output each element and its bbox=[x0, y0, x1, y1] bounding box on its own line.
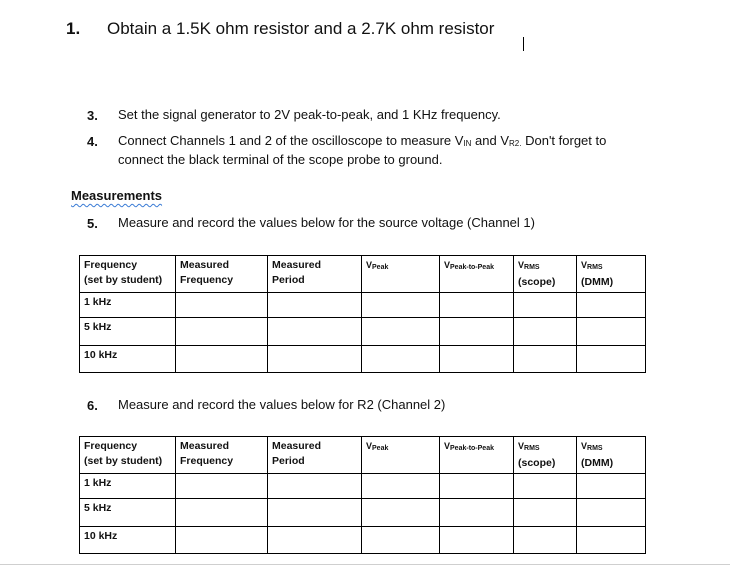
input-cell[interactable] bbox=[362, 527, 440, 554]
col-vrms-scope: VRMS (scope) bbox=[514, 437, 577, 474]
input-cell[interactable] bbox=[362, 293, 440, 318]
step-4-text-c: Don't forget to bbox=[521, 133, 607, 148]
row-label: 5 kHz bbox=[80, 499, 176, 527]
input-cell[interactable] bbox=[577, 527, 646, 554]
col-v-peak-to-peak: VPeak-to-Peak bbox=[440, 437, 514, 474]
input-cell[interactable] bbox=[577, 474, 646, 499]
table-row bbox=[80, 346, 646, 373]
input-cell[interactable] bbox=[514, 499, 577, 527]
input-cell[interactable] bbox=[176, 318, 268, 346]
table-row bbox=[80, 499, 646, 527]
input-cell[interactable] bbox=[440, 499, 514, 527]
step-5-text: Measure and record the values below for the source voltage (Channel 1) bbox=[118, 215, 535, 230]
step-4-text-b: and V bbox=[471, 133, 510, 148]
input-cell[interactable] bbox=[362, 318, 440, 346]
input-cell[interactable] bbox=[268, 499, 362, 527]
col-measured-frequency: Measured Frequency bbox=[176, 256, 268, 293]
table-row bbox=[80, 293, 646, 318]
step-1-number: 1. bbox=[66, 19, 81, 38]
input-cell[interactable] bbox=[440, 318, 514, 346]
page-edge-divider bbox=[0, 564, 730, 565]
row-label: 10 kHz bbox=[80, 346, 176, 373]
col-v-peak: VPeak bbox=[362, 437, 440, 474]
input-cell[interactable] bbox=[577, 293, 646, 318]
input-cell[interactable] bbox=[514, 318, 577, 346]
input-cell[interactable] bbox=[514, 527, 577, 554]
input-cell[interactable] bbox=[176, 346, 268, 373]
input-cell[interactable] bbox=[440, 346, 514, 373]
input-cell[interactable] bbox=[176, 527, 268, 554]
step-4-number: 4. bbox=[87, 134, 98, 149]
input-cell[interactable] bbox=[268, 293, 362, 318]
step-1-text: Obtain a 1.5K ohm resistor and a 2.7K ohm resistor bbox=[107, 19, 495, 38]
col-measured-period: Measured Period bbox=[268, 437, 362, 474]
measurements-heading: Measurements bbox=[71, 188, 163, 203]
input-cell[interactable] bbox=[362, 346, 440, 373]
step-4-line-2: connect the black terminal of the scope probe to ground. bbox=[118, 152, 443, 167]
col-frequency: Frequency (set by student) bbox=[80, 256, 176, 293]
col-v-peak-to-peak: VPeak-to-Peak bbox=[440, 256, 514, 293]
source-voltage-table bbox=[79, 255, 646, 373]
table-row bbox=[80, 318, 646, 346]
input-cell[interactable] bbox=[176, 474, 268, 499]
step-3-text: Set the signal generator to 2V peak-to-peak, and 1 KHz frequency. bbox=[118, 107, 501, 122]
col-measured-period: Measured Period bbox=[268, 256, 362, 293]
step-6-number: 6. bbox=[87, 398, 98, 413]
r2-voltage-table bbox=[79, 436, 646, 554]
table-row bbox=[80, 527, 646, 554]
input-cell[interactable] bbox=[577, 499, 646, 527]
table-header-row bbox=[80, 437, 646, 474]
input-cell[interactable] bbox=[440, 474, 514, 499]
input-cell[interactable] bbox=[362, 499, 440, 527]
input-cell[interactable] bbox=[268, 527, 362, 554]
row-label: 1 kHz bbox=[80, 474, 176, 499]
row-label: 10 kHz bbox=[80, 527, 176, 554]
col-frequency: Frequency (set by student) bbox=[80, 437, 176, 474]
input-cell[interactable] bbox=[514, 293, 577, 318]
step-3-number: 3. bbox=[87, 108, 98, 123]
vin-subscript: IN bbox=[463, 139, 472, 148]
input-cell[interactable] bbox=[362, 474, 440, 499]
row-label: 1 kHz bbox=[80, 293, 176, 318]
input-cell[interactable] bbox=[577, 346, 646, 373]
step-5-number: 5. bbox=[87, 216, 98, 231]
col-vrms-dmm: VRMS (DMM) bbox=[577, 256, 646, 293]
text-cursor bbox=[523, 37, 524, 51]
input-cell[interactable] bbox=[268, 474, 362, 499]
input-cell[interactable] bbox=[514, 474, 577, 499]
row-label: 5 kHz bbox=[80, 318, 176, 346]
vr2-subscript: R2. bbox=[509, 139, 522, 148]
col-vrms-scope: VRMS (scope) bbox=[514, 256, 577, 293]
col-v-peak: VPeak bbox=[362, 256, 440, 293]
col-vrms-dmm: VRMS (DMM) bbox=[577, 437, 646, 474]
step-4-text-a: Connect Channels 1 and 2 of the oscilloscope to measure V bbox=[118, 133, 464, 148]
input-cell[interactable] bbox=[440, 293, 514, 318]
input-cell[interactable] bbox=[577, 318, 646, 346]
input-cell[interactable] bbox=[176, 499, 268, 527]
input-cell[interactable] bbox=[440, 527, 514, 554]
col-measured-frequency: Measured Frequency bbox=[176, 437, 268, 474]
input-cell[interactable] bbox=[268, 318, 362, 346]
input-cell[interactable] bbox=[176, 293, 268, 318]
table-header-row bbox=[80, 256, 646, 293]
step-6-text: Measure and record the values below for R2 (Channel 2) bbox=[118, 397, 446, 412]
input-cell[interactable] bbox=[514, 346, 577, 373]
input-cell[interactable] bbox=[268, 346, 362, 373]
table-row bbox=[80, 474, 646, 499]
